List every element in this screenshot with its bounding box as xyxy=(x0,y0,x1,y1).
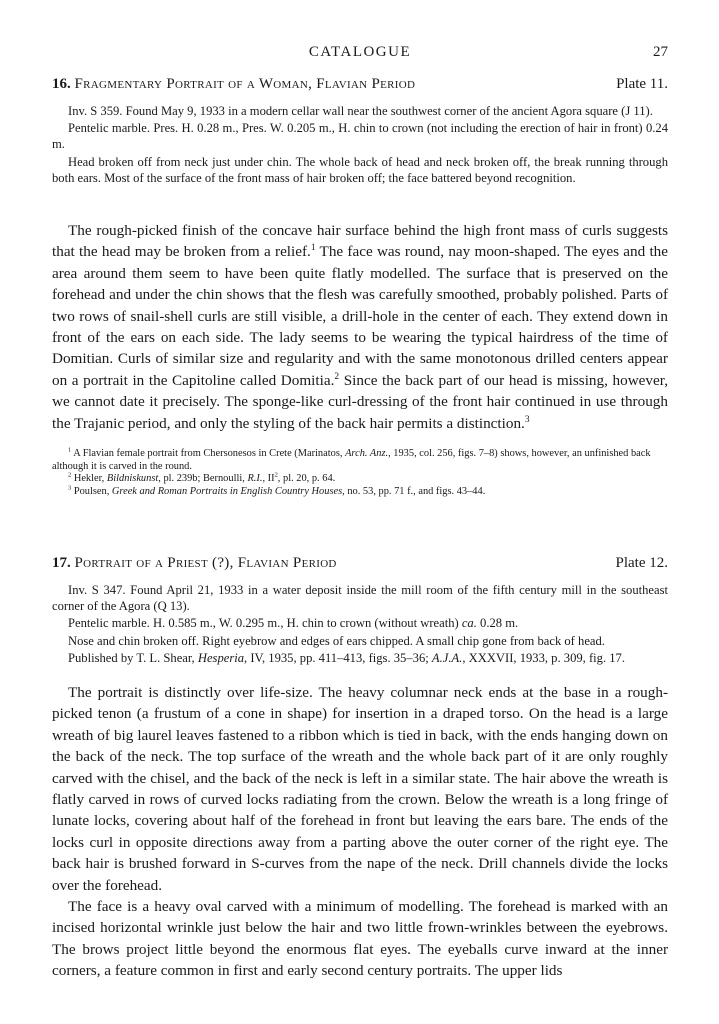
page-number: 27 xyxy=(653,44,668,60)
entry-16-heading xyxy=(52,76,668,98)
entry-16-details xyxy=(52,103,668,187)
condition-note: Head broken off from neck just under chin. The whole back of head and neck broken off, the break running through both ears. Most of the surface of the front mass of hair broken off; the face battered beyond recognition. xyxy=(52,154,668,185)
entry-16-description xyxy=(52,220,668,434)
material-dimensions-note: Pentelic marble. H. 0.585 m., W. 0.295 m., H. chin to crown (without wreath) ca. 0.28 m. xyxy=(68,616,519,631)
publication-note: Published by T. L. Shear, Hesperia, IV, 1935, pp. 411–413, figs. 35–36; A.J.A., XXXVII, 1933, p. 309, fig. 17. xyxy=(68,650,625,665)
description-paragraph: The rough-picked finish of the concave hair surface behind the high front mass of curls suggests that the head may be broken from a relief.$^1$ The face was round, nay moon-shaped. The eyes and the area around them seem to have been quite flatly modelled. The surface that is preserved on the forehead and under the chin shows that the flesh was carefully smoothed, probably polished. Parts of two rows of snail-shell curls are still visible, a drill-hole in the center of each. They extend down in front of the ears on each side. The lady seems to be wearing the typical hairdress of the time of Domitian. Curls of similar size and regularity and with the same monotonous drilled centers appear on a portrait in the Capitoline called Domitia.$^2$ Since the back part of our head is missing, however, we cannot date it precisely. The sponge-like curl-dressing of the front hair continued in use through the Trajanic period, and only the styling of the back hair permits a distinction.$^3$ xyxy=(52,222,669,432)
entry-title: Fragmentary Portrait of a Woman, Flavian Period xyxy=(74,76,416,92)
running-title: CATALOGUE xyxy=(308,44,412,60)
inventory-note: Inv. S 347. Found April 21, 1933 in a water deposit inside the mill room of the fifth century mill in the southeast corner of the Agora (Q 13). xyxy=(52,583,668,614)
entry-number: 16. xyxy=(52,76,71,92)
entry-16-footnotes xyxy=(52,448,668,498)
plate-reference: Plate 12. xyxy=(615,555,668,571)
running-head xyxy=(52,44,668,66)
footnote-3: $^3$ Poulsen, Greek and Roman Portraits in English Country Houses, no. 53, pp. 71 f., and figs. 43–44. xyxy=(68,484,486,497)
description-paragraph: The portrait is distinctly over life-size. The heavy columnar neck ends at the base in a rough-picked tenon (a frustum of a cone in shape) for insertion in a draped torso. On the head is a large wreath of big laurel leaves fastened to a ribbon which is tied in back, with the ends hanging down on the back of the neck. The top surface of the wreath and the whole back part of it are only roughly carved with the chisel, and the back of the neck is left in a similar state. The hair above the wreath is flatly carved in rows of curved locks radiating from the crown. Below the wreath is a long fringe of lunate locks, covering about half of the forehead in front but leaving the ears bare. The ends of the locks curl in opposite directions away from a parting above the outer corner of the right eye. The back hair is brushed forward in S-curves from the nape of the neck. Drill channels divide the locks over the forehead. xyxy=(52,684,668,894)
footnote-1: $^1$ A Flavian female portrait from Chersonesos in Crete (Marinatos, Arch. Anz., 1935, col. 256, figs. 7–8) shows, however, an unfinished back although it is carved in the round. xyxy=(52,446,651,472)
entry-17-heading xyxy=(52,555,668,577)
condition-note: Nose and chin broken off. Right eyebrow and edges of ears chipped. A small chip gone from back of head. xyxy=(68,633,605,648)
description-paragraph: The face is a heavy oval carved with a minimum of modelling. The forehead is marked with an incised horizontal wrinkle just below the hair and two little frown-wrinkles between the eyebrows. The brows project little beyond the enormous flat eyes. The eyeballs curve inward at the inner corners, a feature common in first and early second century portraits. The upper lids xyxy=(52,898,668,980)
entry-17-details xyxy=(52,582,668,667)
plate-reference: Plate 11. xyxy=(616,76,668,92)
entry-17-description xyxy=(52,682,668,982)
material-dimensions-note: Pentelic marble. Pres. H. 0.28 m., Pres. W. 0.205 m., H. chin to crown (not including the erection of hair in front) 0.24 m. xyxy=(52,121,668,152)
entry-title: Portrait of a Priest (?), Flavian Period xyxy=(74,555,337,571)
entry-number: 17. xyxy=(52,555,71,571)
footnote-2: $^2$ Hekler, Bildniskunst, pl. 239b; Bernoulli, R.I., $II^2$, pl. 20, p. 64. xyxy=(68,471,336,485)
inventory-note: Inv. S 359. Found May 9, 1933 in a modern cellar wall near the southwest corner of the ancient Agora square (J 11). xyxy=(68,104,653,118)
